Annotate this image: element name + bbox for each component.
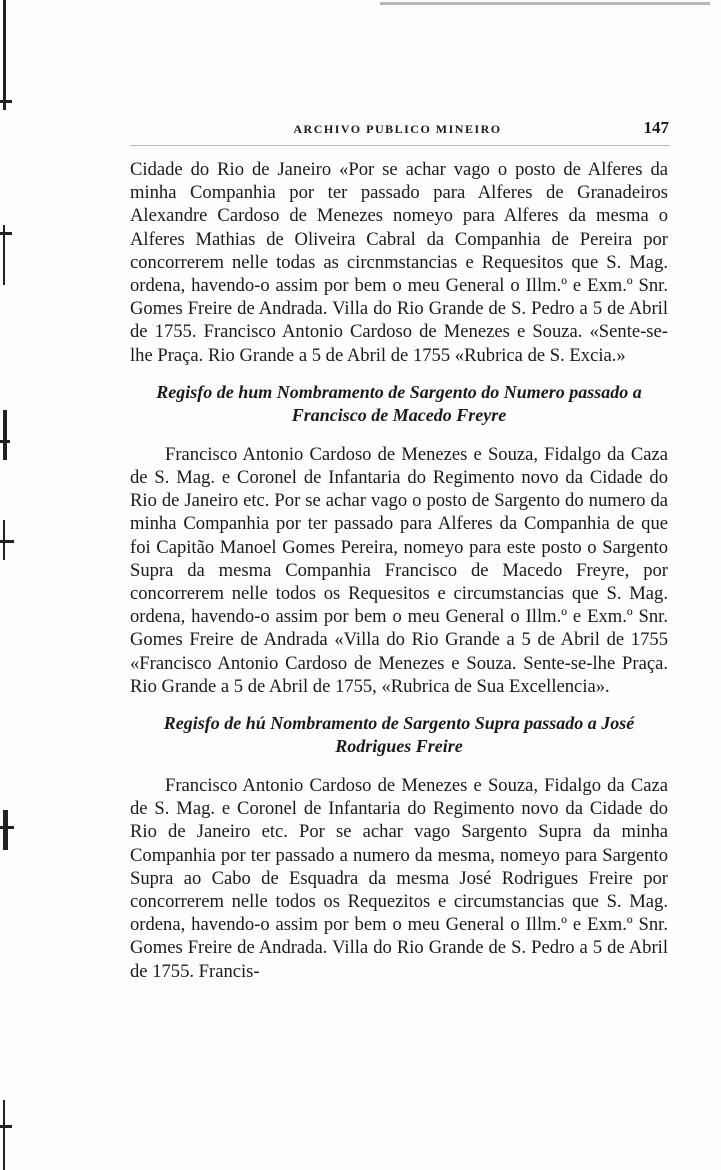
running-title: ARCHIVO PUBLICO MINEIRO (293, 122, 502, 136)
page-header (130, 118, 669, 140)
page-number: 147 (643, 118, 669, 137)
header-rule (130, 145, 670, 146)
paragraph-2: Francisco Antonio Cardoso de Menezes e Souza, Fidalgo da Caza de S. Mag. e Coronel de Infantaria do Regimento novo da Cidade do Rio de Janeiro etc. Por se achar vago o posto de Sargento do numero da minha Companhia por ter passado para Alferes da Companhia de que foi Capitão Manoel Gomes Pereira, nomeyo para este posto o Sargento Supra da mesma Companhia Francisco de Macedo Freyre, por concorrerem nelle todos os Requesitos e circumstancias que S. Mag. ordena, havendo-o assim por bem o meu General o Illm.º e Exm.º Snr. Gomes Freire de Andrada «Villa do Rio Grande a 5 de Abril de 1755 «Francisco Antonio Cardoso de Menezes e Souza. Sente-se-lhe Praça. Rio Grande a 5 de Abril de 1755, «Rubrica de Sua Excellencia». (130, 443, 668, 697)
section-heading-1: Regisfo de hum Nombramento de Sargento do Numero passado a Francisco de Macedo Freyre (156, 381, 642, 425)
paragraph-3: Francisco Antonio Cardoso de Menezes e Souza, Fidalgo da Caza de S. Mag. e Coronel de Infantaria do Regimento novo da Cidade do Rio de Janeiro etc. Por se achar vago Sargento Supra da minha Companhia por ter passado a numero da mesma, nomeyo para Sargento Supra ao Cabo de Esquadra da mesma José Rodrigues Freire por concorrerem nelle todos os Requezitos e circumstancias que S. Mag. ordena, havendo-o assim por bem o meu General o Illm.º e Exm.º Snr. Gomes Freire de Andrada. Villa do Rio Grande de S. Pedro a 5 de Abril de 1755. Francis- (130, 775, 668, 982)
top-scan-rule (380, 2, 710, 5)
section-heading-2: Regisfo de hú Nombramento de Sargento Supra passado a José Rodrigues Freire (163, 713, 635, 757)
left-edge-marks (0, 0, 14, 1170)
text-column (130, 158, 668, 983)
paragraph-1: Cidade do Rio de Janeiro «Por se achar vago o posto de Alferes da minha Companhia por ter passado para Alferes de Granadeiros Alexandre Cardoso de Menezes nomeyo para Alferes da mesma o Alferes Mathias de Oliveira Cabral da Companhia de Pereira por concorrerem nelle todas as circnmstancias e Requesitos que S. Mag. ordena, havendo-o assim por bem o meu General o Illm.º e Exm.º Snr. Gomes Freire de Andrada. Villa do Rio Grande de S. Pedro a 5 de Abril de 1755. Francisco Antonio Cardoso de Menezes e Souza. «Sente-se-lhe Praça. Rio Grande a 5 de Abril de 1755 «Rubrica de S. Excia.» (130, 159, 668, 366)
